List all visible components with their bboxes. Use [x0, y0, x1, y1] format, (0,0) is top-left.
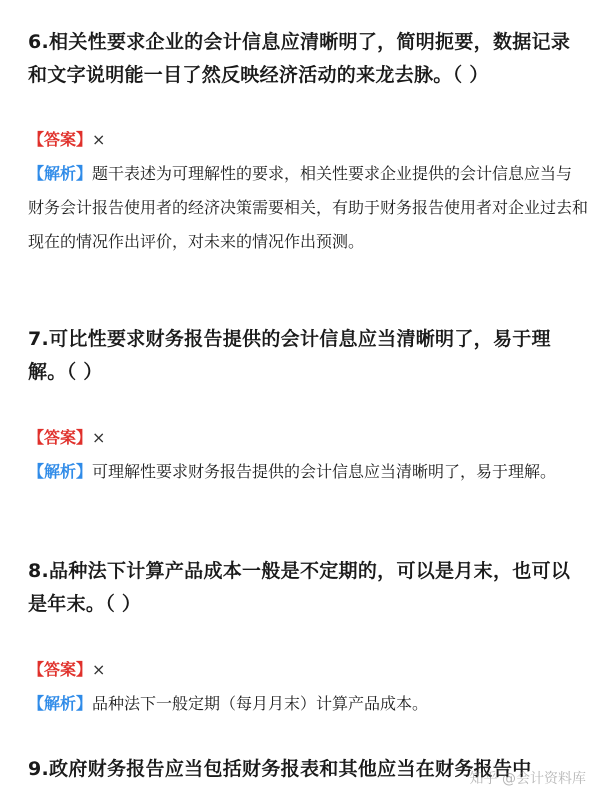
explanation-tag: 【解析】: [28, 462, 93, 481]
question-7: 7.可比性要求财务报告提供的会计信息应当清晰明了，易于理解。（ ）: [28, 328, 551, 383]
answer-mark: ×: [92, 660, 106, 679]
explanation-8: [28, 687, 588, 721]
answer-tag: 【答案】: [28, 130, 93, 149]
answer-tag: 【答案】: [28, 660, 93, 679]
answer-7: [28, 421, 105, 455]
question-6: 6.相关性要求企业的会计信息应清晰明了，简明扼要，数据记录和文字说明能一目了然反映经济活动的来龙去脉。（ ）: [28, 31, 571, 86]
answer-mark: ×: [92, 428, 106, 447]
watermark: 知乎 @会计资料库: [469, 771, 586, 787]
answer-mark: ×: [92, 130, 106, 149]
question-8: 8.品种法下计算产品成本一般是不定期的，可以是月末，也可以是年末。（ ）: [28, 560, 571, 615]
explanation-text: 品种法下一般定期（每月月末）计算产品成本。: [92, 694, 429, 713]
explanation-7: [28, 455, 588, 489]
explanation-text: 可理解性要求财务报告提供的会计信息应当清晰明了，易于理解。: [92, 462, 557, 481]
explanation-tag: 【解析】: [28, 694, 93, 713]
answer-tag: 【答案】: [28, 428, 93, 447]
question-9: 9.政府财务报告应当包括财务报表和其他应当在财务报告中: [28, 758, 532, 780]
explanation-6: [28, 157, 588, 259]
answer-6: [28, 123, 105, 157]
explanation-text: 题干表述为可理解性的要求，相关性要求企业提供的会计信息应当与财务会计报告使用者的经济决策需要相关，有助于财务报告使用者对企业过去和现在的情况作出评价，对未来的情况作出预测。: [28, 164, 589, 251]
explanation-tag: 【解析】: [28, 164, 93, 183]
answer-8: [28, 653, 105, 687]
